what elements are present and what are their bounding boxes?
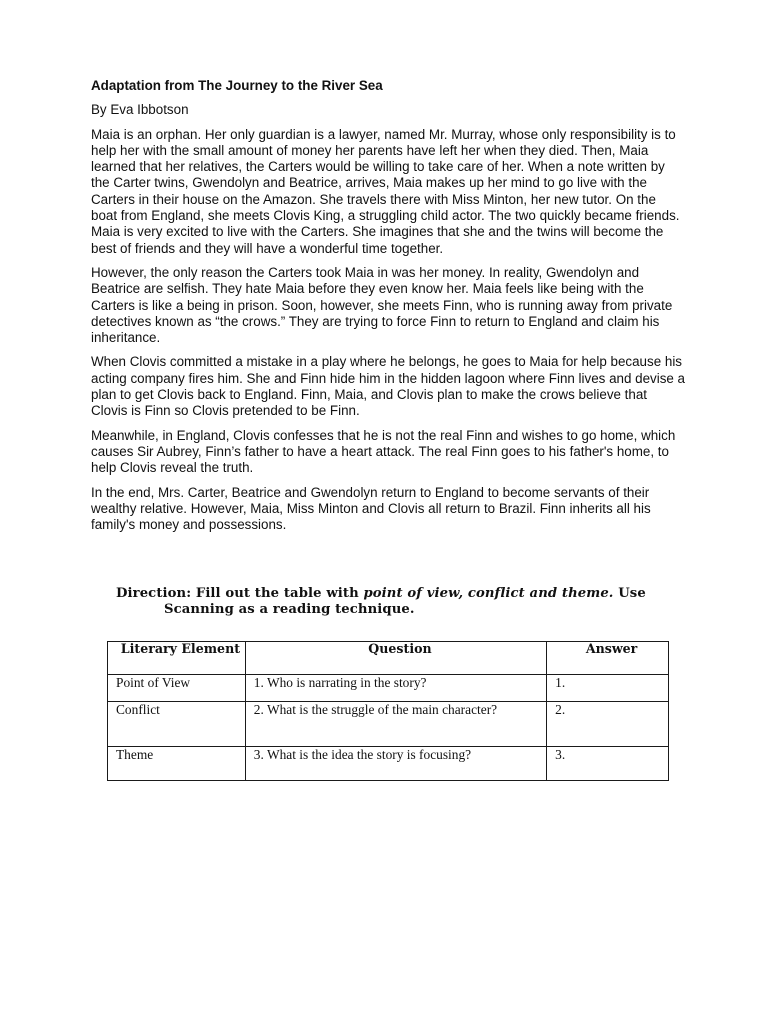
paragraph-5: In the end, Mrs. Carter, Beatrice and Gwendolyn return to England to become servants of their wealthy relative. However, Maia, Miss Minton and Clovis all return to Brazil. Finn inherits all his family's money and possessions. bbox=[91, 484, 651, 533]
direction-suffix: Use bbox=[613, 586, 646, 601]
header-question: Question bbox=[245, 642, 546, 675]
table-row bbox=[108, 747, 669, 781]
direction-emphasis: point of view, conflict and theme. bbox=[363, 586, 614, 601]
question-cell: 3. What is the idea the story is focusing? bbox=[245, 747, 546, 781]
paragraph-4: Meanwhile, in England, Clovis confesses that he is not the real Finn and wishes to go home, which causes Sir Aubrey, Finn’s father to have a heart attack. The real Finn goes to his father's home, to help Clovis reveal the truth. bbox=[91, 427, 676, 476]
paragraph-1: Maia is an orphan. Her only guardian is a lawyer, named Mr. Murray, whose only responsibility is to help her with the small amount of money her parents have left her when they died. Then, Maia learned that her relatives, the Carters would be willing to take care of her. When a note written by the Carter twins, Gwendolyn and Beatrice, arrives, Maia makes up her mind to go live with the Carters in their house on the Amazon. She travels there with Miss Minton, her new tutor. On the boat from England, she meets Clovis King, a struggling child actor. The two quickly became friends. Maia is very excited to live with the Carters. She imagines that she and the twins will become the best of friends and they will have a wonderful time together. bbox=[91, 126, 680, 256]
answer-cell[interactable]: 1. bbox=[547, 675, 669, 702]
table-row bbox=[108, 675, 669, 702]
header-literary-element: Literary Element bbox=[108, 642, 246, 675]
answer-cell[interactable]: 3. bbox=[547, 747, 669, 781]
table-header-row bbox=[108, 642, 669, 675]
answer-cell[interactable]: 2. bbox=[547, 702, 669, 747]
document-title: Adaptation from The Journey to the River Sea bbox=[91, 78, 383, 93]
literary-elements-table bbox=[107, 641, 669, 781]
element-cell: Point of View bbox=[108, 675, 246, 702]
direction-prefix: Direction: Fill out the table with bbox=[116, 586, 364, 601]
paragraph-2: However, the only reason the Carters took Maia in was her money. In reality, Gwendolyn and Beatrice are selfish. They hate Maia before they even know her. Maia feels like being with the Carters is like a being in prison. Soon, however, she meets Finn, who is running away from private detectives known as “the crows.” They are trying to force Finn to return to England and claim his inheritance. bbox=[91, 264, 673, 346]
question-cell: 2. What is the struggle of the main character? bbox=[245, 702, 546, 747]
document-body bbox=[91, 78, 685, 541]
question-cell: 1. Who is narrating in the story? bbox=[245, 675, 546, 702]
header-answer: Answer bbox=[547, 642, 669, 675]
document-author: By Eva Ibbotson bbox=[91, 102, 189, 118]
direction-instruction bbox=[116, 586, 676, 618]
element-cell: Theme bbox=[108, 747, 246, 781]
direction-line-2: Scanning as a reading technique. bbox=[164, 602, 415, 617]
table-row bbox=[108, 702, 669, 747]
paragraph-3: When Clovis committed a mistake in a play where he belongs, he goes to Maia for help because his acting company fires him. She and Finn hide him in the hidden lagoon where Finn lives and devise a plan to get Clovis back to England. Finn, Maia, and Clovis plan to make the crows believe that Clovis is Finn so Clovis pretended to be Finn. bbox=[91, 354, 686, 419]
element-cell: Conflict bbox=[108, 702, 246, 747]
